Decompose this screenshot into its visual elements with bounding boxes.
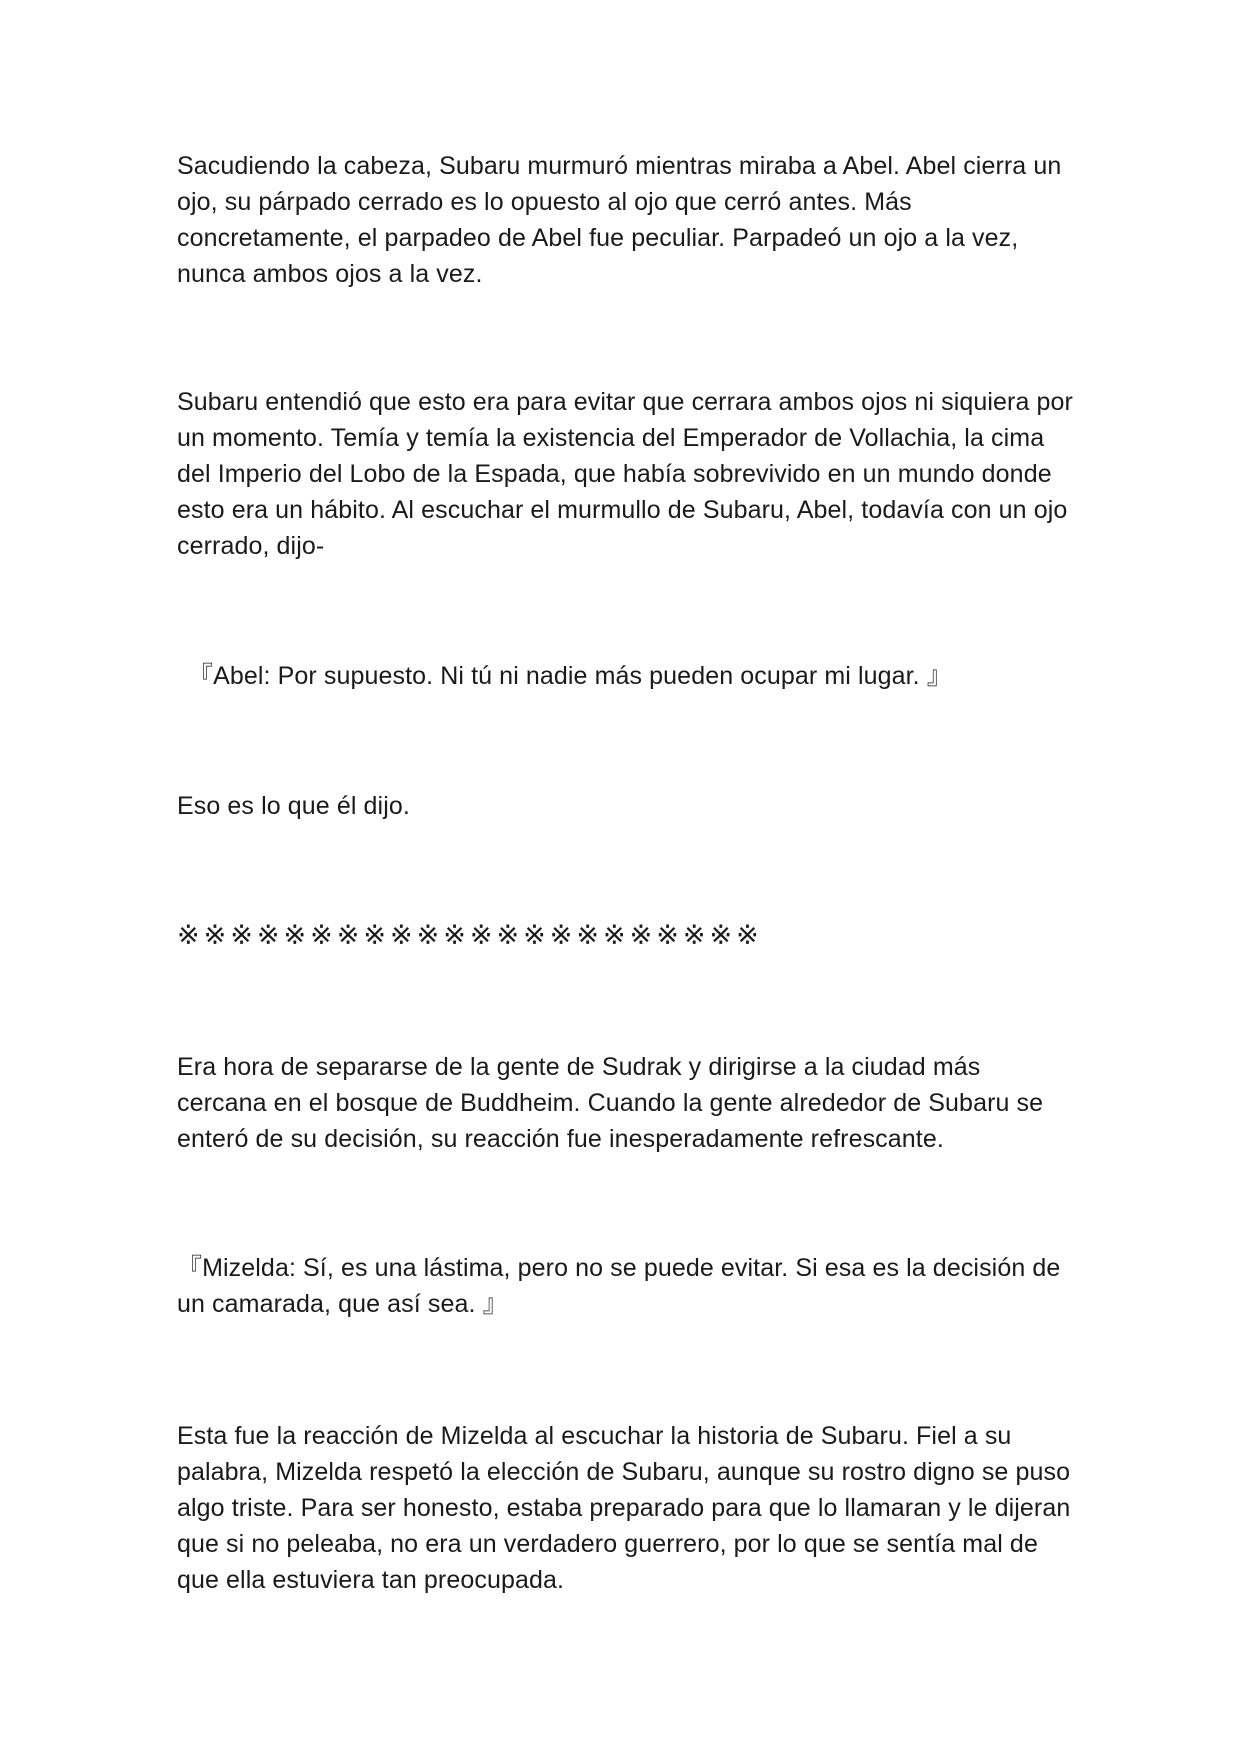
paragraph-he-said: Eso es lo que él dijo. <box>177 792 410 820</box>
paragraph-emperor: Subaru entendió que esto era para evitar que cerrara ambos ojos ni siquiera por un momento. Temía y temía la existencia del Emperador de Vollachia, la cima del Imperio del Lobo de la Espada, que había sobrevivido en un mundo donde esto era un hábito. Al escuchar el murmullo de Subaru, Abel, todavía con un ojo cerrado, dijo- <box>177 388 1073 560</box>
dialogue-mizelda: 『Mizelda: Sí, es una lástima, pero no se puede evitar. Si esa es la decisión de un camarada, que así sea. 』 <box>177 1254 1061 1318</box>
paragraph-mizelda-reaction: Esta fue la reacción de Mizelda al escuchar la historia de Subaru. Fiel a su palabra, Mizelda respetó la elección de Subaru, aunque su rostro digno se puso algo triste. Para ser honesto, estaba preparado para que lo llamaran y le dijeran que si no peleaba, no era un verdadero guerrero, por lo que se sentía mal de que ella estuviera tan preocupada. <box>177 1422 1071 1594</box>
dialogue-abel: 『Abel: Por supuesto. Ni tú ni nadie más pueden ocupar mi lugar. 』 <box>188 662 952 690</box>
paragraph-separation: Era hora de separarse de la gente de Sudrak y dirigirse a la ciudad más cercana en el bosque de Buddheim. Cuando la gente alrededor de Subaru se enteró de su decisión, su reacción fue inesperadamente refrescante. <box>177 1053 1044 1153</box>
paragraph-abel-blink: Sacudiendo la cabeza, Subaru murmuró mientras miraba a Abel. Abel cierra un ojo, su párpado cerrado es lo opuesto al ojo que cerró antes. Más concretamente, el parpadeo de Abel fue peculiar. Parpadeó un ojo a la vez, nunca ambos ojos a la vez. <box>177 152 1062 288</box>
section-separator: ※※※※※※※※※※※※※※※※※※※※※※ <box>177 920 763 951</box>
